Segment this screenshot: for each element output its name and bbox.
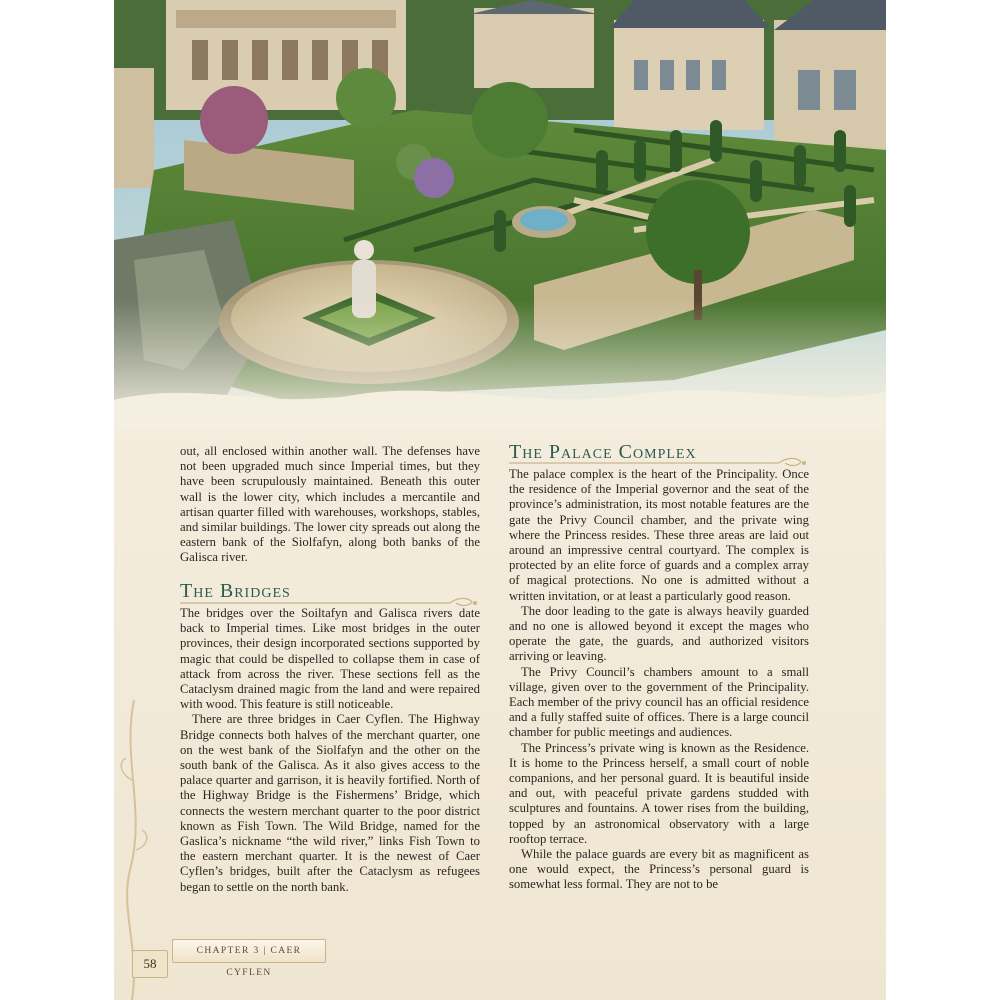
palace-paragraph-1: The palace complex is the heart of the Principality. Once the residence of the Imperial governor and the seat of the province’s administration, its most notable features are the gate the Privy Council chamber, and the private wing where the Princess resides. These three areas are laid out around an impressive central courtyard. The complex is protected by an elite force of guards and a complex array of magical protections. No one is admitted without a written invitation, or at least a particularly good reason. [509,467,809,603]
bridges-section [180,606,480,895]
bridges-heading: The Bridges [180,580,291,602]
continued-paragraph: out, all enclosed within another wall. The defenses have not been upgraded much since Imperial times, but they have been scrupulously maintained. Beneath this outer wall is the lower city, which includes a mercantile and artisan quarter filled with warehouses, workshops, stables, and similar buildings. The lower city spreads out along the eastern bank of the Siolfafyn, along both banks of the Galisca river. [180,444,480,565]
palace-garden-illustration [114,0,886,430]
palace-paragraph-2: The door leading to the gate is always heavily guarded and no one is allowed beyond it except the mages who operate the gate, the guards, and authorized visitors arriving or leaving. [509,603,809,664]
left-text-column [180,444,480,566]
chapter-footer-label: CHAPTER 3 | CAER CYFLEN [172,939,326,963]
bridges-paragraph-1: The bridges over the Soiltafyn and Galisca rivers date back to Imperial times. Like most bridges in the outer provinces, their design incorporated sections supported by magic that could be dispelled to collapse them in case of attack from across the river. These sections fell as the Cataclysm drained magic from the land and were repaired with wood. This feature is still noticeable. [180,606,480,712]
page-number: 58 [132,950,168,978]
palace-paragraph-5: While the palace guards are every bit as magnificent as one would expect, the Princess’s personal guard is somewhat less formal. They are not to be [509,847,809,892]
bridges-paragraph-2: There are three bridges in Caer Cyflen. The Highway Bridge connects both halves of the merchant quarter, one on the west bank of the Siolfafyn and the other on the south bank of the Galisca. As it also gives access to the palace quarter and garrison, it is heavily fortified. North of the Highway Bridge is the Fishermens’ Bridge, which connects the western merchant quarter to the poor district known as Fish Town. The Wild Bridge, named for the Gaslica’s nickname “the wild river,” links Fish Town to the eastern merchant quarter. It is the newest of Caer Cyflen’s bridges, built after the Cataclysm as refugees began to settle on the north bank. [180,712,480,894]
palace-heading: The Palace Complex [509,441,697,463]
palace-paragraph-3: The Privy Council’s chambers amount to a small village, given over to the government of the Principality. Each member of the privy council has an official residence and a fully staffed suite of offices. There is a large council chamber for public meetings and audiences. [509,664,809,740]
right-text-column [509,467,809,893]
palace-paragraph-4: The Princess’s private wing is known as the Residence. It is home to the Princess herself, a small court of noble companions, and her personal guard. It is beautiful inside and out, with peaceful private gardens studded with sculptures and fountains. A tower rises from the building, topped by an astronomical observatory with a large rooftop terrace. [509,740,809,846]
book-page [114,0,886,1000]
